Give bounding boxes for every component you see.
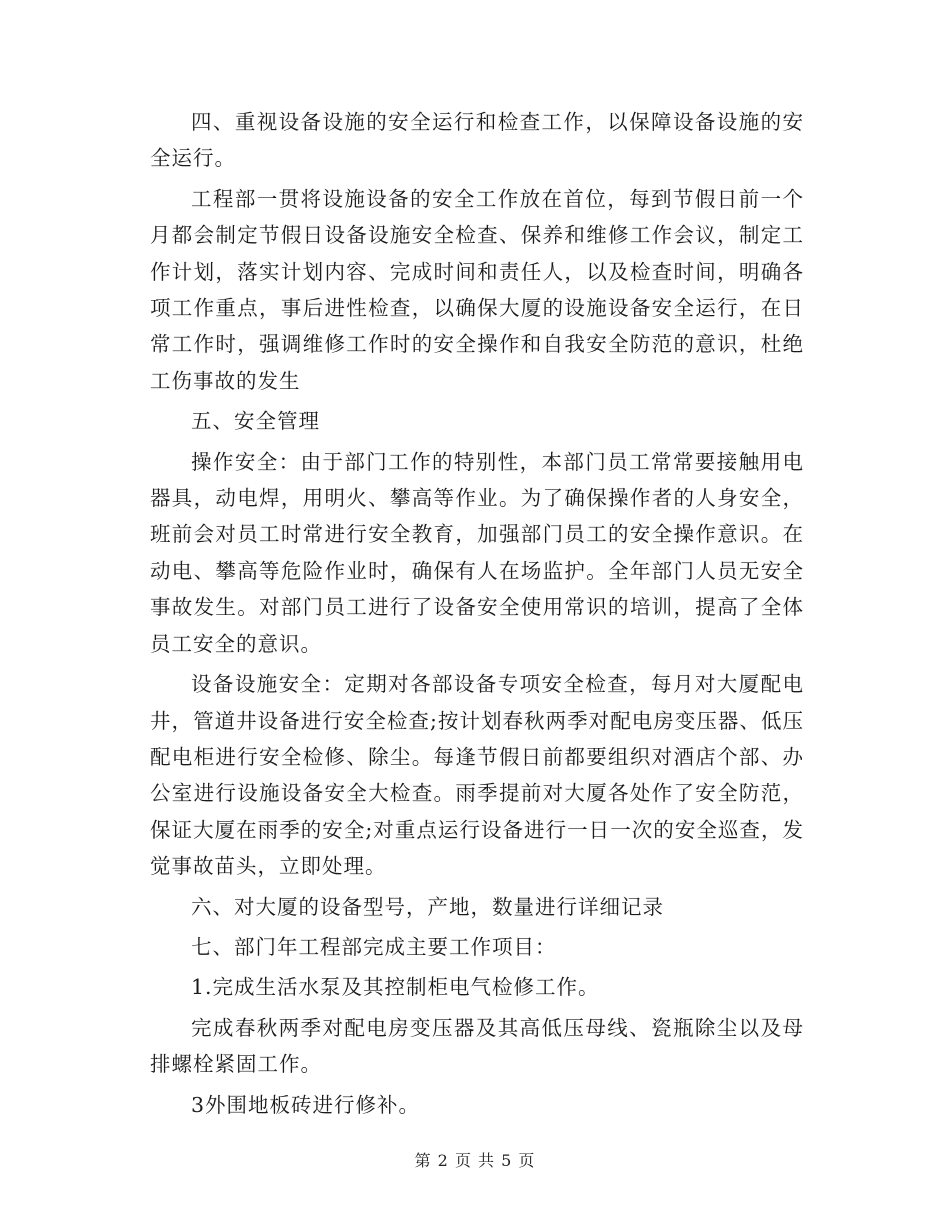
list-item-floor-tile-repair: 3外围地板砖进行修补。 bbox=[191, 1092, 421, 1117]
list-item-transformer-cleaning: 完成春秋两季对配电房变压器及其高低压母线、瓷瓶除尘以及母排螺栓紧固工作。 bbox=[150, 1015, 804, 1077]
paragraph-operation-safety: 操作安全：由于部门工作的特别性，本部门员工常常要接触用电器具，动电焊，用明火、攀高等作业。为了确保操作者的人身安全，班前会对员工时常进行安全教育，加强部门员工的安全操作意识。在动电、攀高等危险作业时，确保有人在场监护。全年部门人员无安全事故发生。对部门员工进行了设备安全使用常识的培训，提高了全体员工安全的意识。 bbox=[150, 449, 804, 656]
paragraph-section-six-heading: 六、对大厦的设备型号，产地，数量进行详细记录 bbox=[191, 894, 664, 919]
document-body bbox=[150, 104, 804, 1123]
page-number-footer: 第 2 页 共 5 页 bbox=[414, 1151, 536, 1170]
paragraph-section-seven-heading: 七、部门年工程部完成主要工作项目： bbox=[191, 934, 557, 959]
paragraph-equipment-safety: 设备设施安全：定期对各部设备专项安全检查，每月对大厦配电井，管道井设备进行安全检查;按计划春秋两季对配电房变压器、低压配电柜进行安全检修、除尘。每逢节假日前都要组织对酒店个部、办公室进行设施设备安全大检查。雨季提前对大厦各处作了安全防范，保证大厦在雨季的安全;对重点运行设备进行一日一次的安全巡查，发觉事故苗头，立即处理。 bbox=[150, 672, 804, 879]
paragraph-section-five-heading: 五、安全管理 bbox=[191, 409, 320, 434]
paragraph-section-four-heading: 四、重视设备设施的安全运行和检查工作，以保障设备设施的安全运行。 bbox=[150, 110, 804, 171]
paragraph-safety-priority: 工程部一贯将设施设备的安全工作放在首位，每到节假日前一个月都会制定节假日设备设施安全检查、保养和维修工作会议，制定工作计划，落实计划内容、完成时间和责任人，以及检查时间，明确各项工作重点，事后进性检查，以确保大厦的设施设备安全运行，在日常工作时，强调维修工作时的安全操作和自我安全防范的意识，杜绝工伤事故的发生 bbox=[150, 186, 804, 393]
list-item-water-pump: 1.完成生活水泵及其控制柜电气检修工作。 bbox=[191, 975, 600, 1000]
